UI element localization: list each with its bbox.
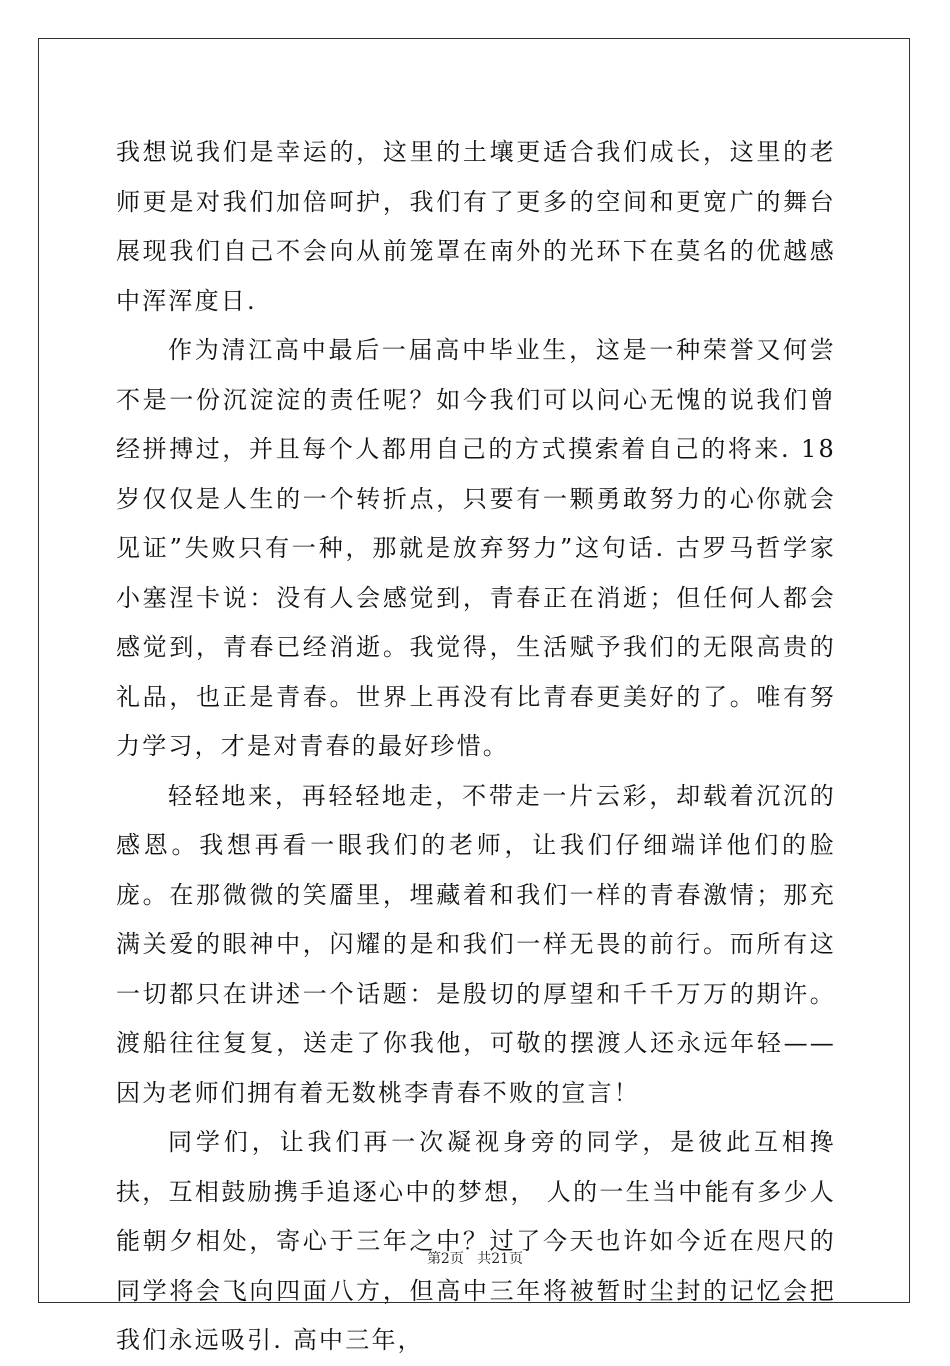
paragraph-2: 作为清江高中最后一届高中毕业生，这是一种荣誉又何尝不是一份沉淀淀的责任呢？如今我们可以问心无愧的说我们曾经拼搏过，并且每个人都用自己的方式摸索着自己的将来. 18岁仅仅是人生的一个转折点，只要有一颗勇敢努力的心你就会见证”失败只有一种，那就是放弃努力”这句话. 古罗马哲学家小塞涅卡说：没有人会感觉到，青春正在消逝；但任何人都会感觉到，青春已经消逝。我觉得，生活赋予我们的无限高贵的礼品，也正是青春。世界上再没有比青春更美好的了。唯有努力学习，才是对青春的最好珍惜。 [116,336,836,760]
page-number: 第2页 [426,1251,464,1267]
page-footer [0,1248,950,1268]
paragraph-4: 同学们，让我们再一次凝视身旁的同学，是彼此互相搀扶，互相鼓励携手追逐心中的梦想， 人的一生当中能有多少人能朝夕相处，寄心于三年之中？过了今天也许如今近在咫尺的同学将会飞向四面八方，但高中三年将被暂时尘封的记忆会把我们永远吸引. 高中三年， [116,1128,836,1354]
document-body [116,128,836,1366]
paragraph-1: 我想说我们是幸运的，这里的土壤更适合我们成长，这里的老师更是对我们加倍呵护，我们有了更多的空间和更宽广的舞台展现我们自己不会向从前笼罩在南外的光环下在莫名的优越感中浑浑度日. [116,138,836,315]
total-pages: 共21页 [477,1251,524,1267]
paragraph-3: 轻轻地来，再轻轻地走，不带走一片云彩，却载着沉沉的感恩。我想再看一眼我们的老师，让我们仔细端详他们的脸庞。在那微微的笑靥里，埋藏着和我们一样的青春激情；那充满关爱的眼神中，闪耀的是和我们一样无畏的前行。而所有这一切都只在讲述一个话题：是殷切的厚望和千千万万的期许。渡船往往复复，送走了你我他，可敬的摆渡人还永远年轻——因为老师们拥有着无数桃李青春不败的宣言！ [116,781,836,1107]
